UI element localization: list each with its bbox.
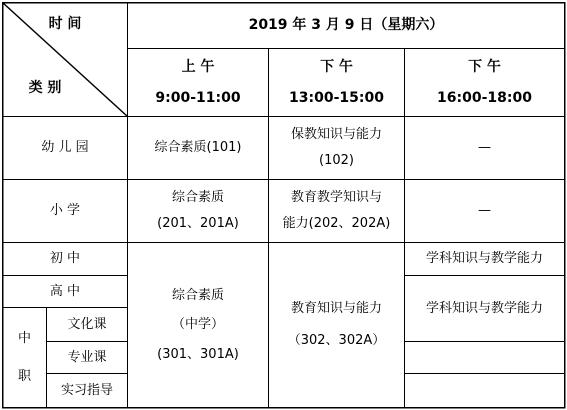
vocational-label-bottom: 职 [17,368,31,384]
session-afternoon-header [269,49,404,116]
exam-date-title: 2019 年 3 月 9 日（星期六） [248,17,444,34]
session-label: 上 午 [181,58,215,75]
subject-line: 综合素质 [171,287,224,303]
corner-category-label: 类 别 [28,79,62,96]
subject-line: 教育知识与能力 [290,301,382,317]
vocational-professional-course: 专业课 [67,349,107,365]
primary-morning-subject [128,180,268,242]
category-senior-high: 高 中 [49,283,81,299]
session-label: 下 午 [468,58,501,75]
secondary-afternoon-subject [269,243,404,407]
session-time: 16:00-18:00 [437,89,532,106]
subject-line: 综合素质 [171,190,224,206]
kindergarten-morning-subject: 综合素质(101) [154,140,242,156]
subject-code: (201、201A) [157,216,239,231]
session-evening-header [405,49,564,116]
senior-evening-subject: 学科知识与教学能力 [425,300,543,316]
junior-evening-subject: 学科知识与教学能力 [425,251,543,267]
subject-code: (301、301A) [157,346,239,362]
session-time: 13:00-15:00 [289,89,384,106]
session-morning-header [128,49,268,116]
category-vocational [3,308,46,407]
primary-afternoon-subject [269,180,404,242]
category-kindergarten: 幼 儿 园 [41,140,89,156]
vocational-evening-empty-2 [405,374,564,407]
vocational-label-top: 中 [17,330,31,346]
subject-code: （302、302A） [287,333,386,348]
subject-line: 教育教学知识与 [290,190,382,206]
session-time: 9:00-11:00 [155,89,241,106]
vocational-evening-empty-1 [405,342,564,373]
kindergarten-evening-subject: — [478,140,491,156]
primary-evening-subject: — [478,203,491,219]
category-primary: 小 学 [49,203,81,219]
session-label: 下 午 [320,58,353,75]
kindergarten-afternoon-subject [269,117,404,179]
secondary-morning-subject [128,243,268,407]
category-junior-high: 初 中 [49,251,81,267]
vocational-culture-course: 文化课 [67,316,107,332]
corner-time-label: 时 间 [48,15,82,32]
subject-line: （中学） [171,317,224,333]
subject-code: 能力(202、202A) [282,216,391,231]
subject-line: 保教知识与能力 [290,127,382,143]
subject-code: (102) [319,153,354,168]
vocational-internship-guidance: 实习指导 [60,382,113,398]
